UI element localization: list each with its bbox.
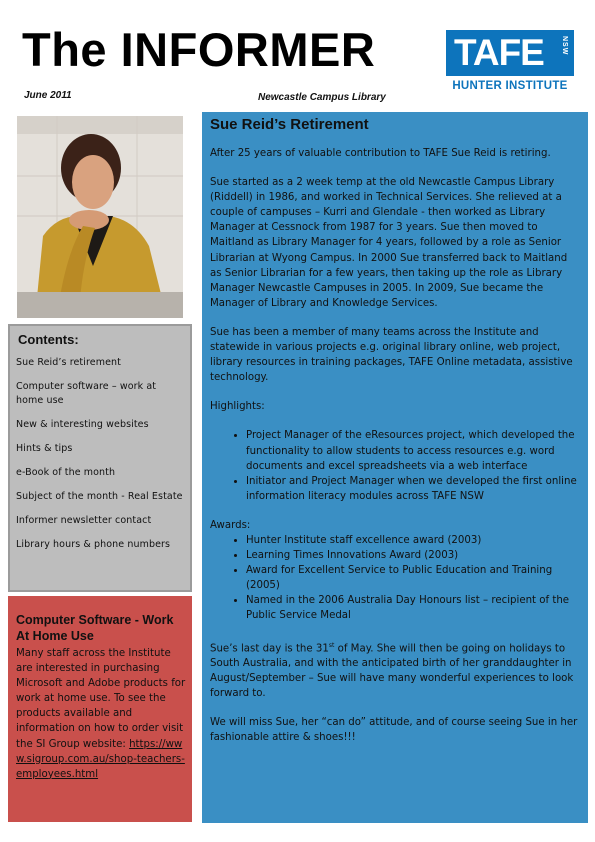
award-item: • Hunter Institute staff excellence award (2003) (246, 533, 580, 548)
contents-item: Sue Reid’s retirement (16, 357, 121, 368)
award-item: • Award for Excellent Service to Public Education and Training (2005) (246, 563, 580, 593)
logo-box (446, 30, 574, 76)
highlight-item: • Project Manager of the eResources project, which developed the functionality to allow students to access resources e.g. word documents and excel spreadsheets via a web interface (246, 428, 580, 473)
article-panel (202, 112, 588, 823)
contents-item: Library hours & phone numbers (16, 539, 171, 550)
software-body (16, 646, 188, 782)
software-text: Many staff across the Institute are interested in purchasing Microsoft and Adobe products for work at home use. To see the products available and information on how to order visit the SI Group website: (16, 648, 186, 750)
last-day-text-cont: of May. She will then be going on holidays to South Australia, and with the anticipated birth of her granddaughter in August/September – Sue will have many wonderful experiences to look forward to. (210, 642, 574, 700)
award-item: • Learning Times Innovations Award (2003) (246, 548, 580, 563)
contents-list (16, 356, 186, 562)
tafe-logo (446, 30, 574, 96)
logo-tafe-text: TAFE (454, 32, 544, 73)
ordinal-suffix: st (328, 641, 335, 649)
logo-institute-text: HUNTER INSTITUTE (452, 80, 568, 92)
newsletter-title: The INFORMER (22, 23, 376, 76)
article-paragraph: We will miss Sue, her “can do” attitude, and of course seeing Sue in her fashionable attire & shoes!!! (210, 717, 578, 744)
article-paragraph: Sue has been a member of many teams across the Institute and statewide in various projects e.g. original library online, web project, library resources in training packages, TAFE Online metadata, assistive technology. (210, 326, 573, 384)
contents-item: Subject of the month - Real Estate (16, 491, 183, 502)
portrait-photo (17, 116, 183, 318)
sigroup-link[interactable]: https://www.sigroup.com.au/shop-teachers-employees.html (16, 738, 185, 780)
software-panel (8, 596, 192, 822)
software-title: Computer Software - Work At Home Use (16, 613, 174, 643)
contents-item: Informer newsletter contact (16, 515, 152, 526)
library-name: Newcastle Campus Library (258, 92, 386, 103)
portrait-image (17, 116, 183, 318)
contents-item: Computer software – work at home use (16, 381, 157, 406)
award-item: • Named in the 2006 Australia Day Honours list – recipient of the Public Service Medal (246, 593, 580, 623)
article-title: Sue Reid’s Retirement (210, 116, 369, 133)
issue-date: June 2011 (24, 90, 72, 101)
last-day-text: Sue’s last day is the 31 (210, 642, 329, 654)
contents-panel-inner (10, 326, 190, 590)
article-paragraph: After 25 years of valuable contribution to TAFE Sue Reid is retiring. (210, 148, 551, 159)
article-paragraph: Sue started as a 2 week temp at the old Newcastle Campus Library (Riddell) in 1986, and worked in Technical Services. She relieved at a couple of campuses – Kurri and Glendale - then worked as Library Manager at Cessnock from 1987 for 3 years. Sue then moved to Maitland as Library Manager for 4 years, followed by a role as Senior Librarian at Wyong Campus. In 2000 Sue transferred back to Maitland as Senior Librarian for a few years, then taking up the role as Library Manager Newcastle Campuses in 2005. In 2009, Sue became the Manager of Library and Knowledge Services. (210, 177, 568, 309)
contents-item: Hints & tips (16, 443, 73, 454)
contents-item: New & interesting websites (16, 419, 149, 430)
highlights-list (210, 428, 580, 503)
article-paragraph (210, 638, 580, 702)
logo-nsw-text: NSW (561, 36, 568, 56)
contents-title: Contents: (18, 332, 79, 347)
article-body (210, 146, 580, 759)
highlight-item: • Initiator and Project Manager when we developed the first online information literacy modules across TAFE NSW (246, 474, 580, 504)
highlights-label: Highlights: (210, 401, 265, 413)
awards-list (210, 533, 580, 624)
contents-item: e-Book of the month (16, 467, 116, 478)
contents-panel (8, 324, 192, 592)
awards-label: Awards: (210, 519, 251, 531)
